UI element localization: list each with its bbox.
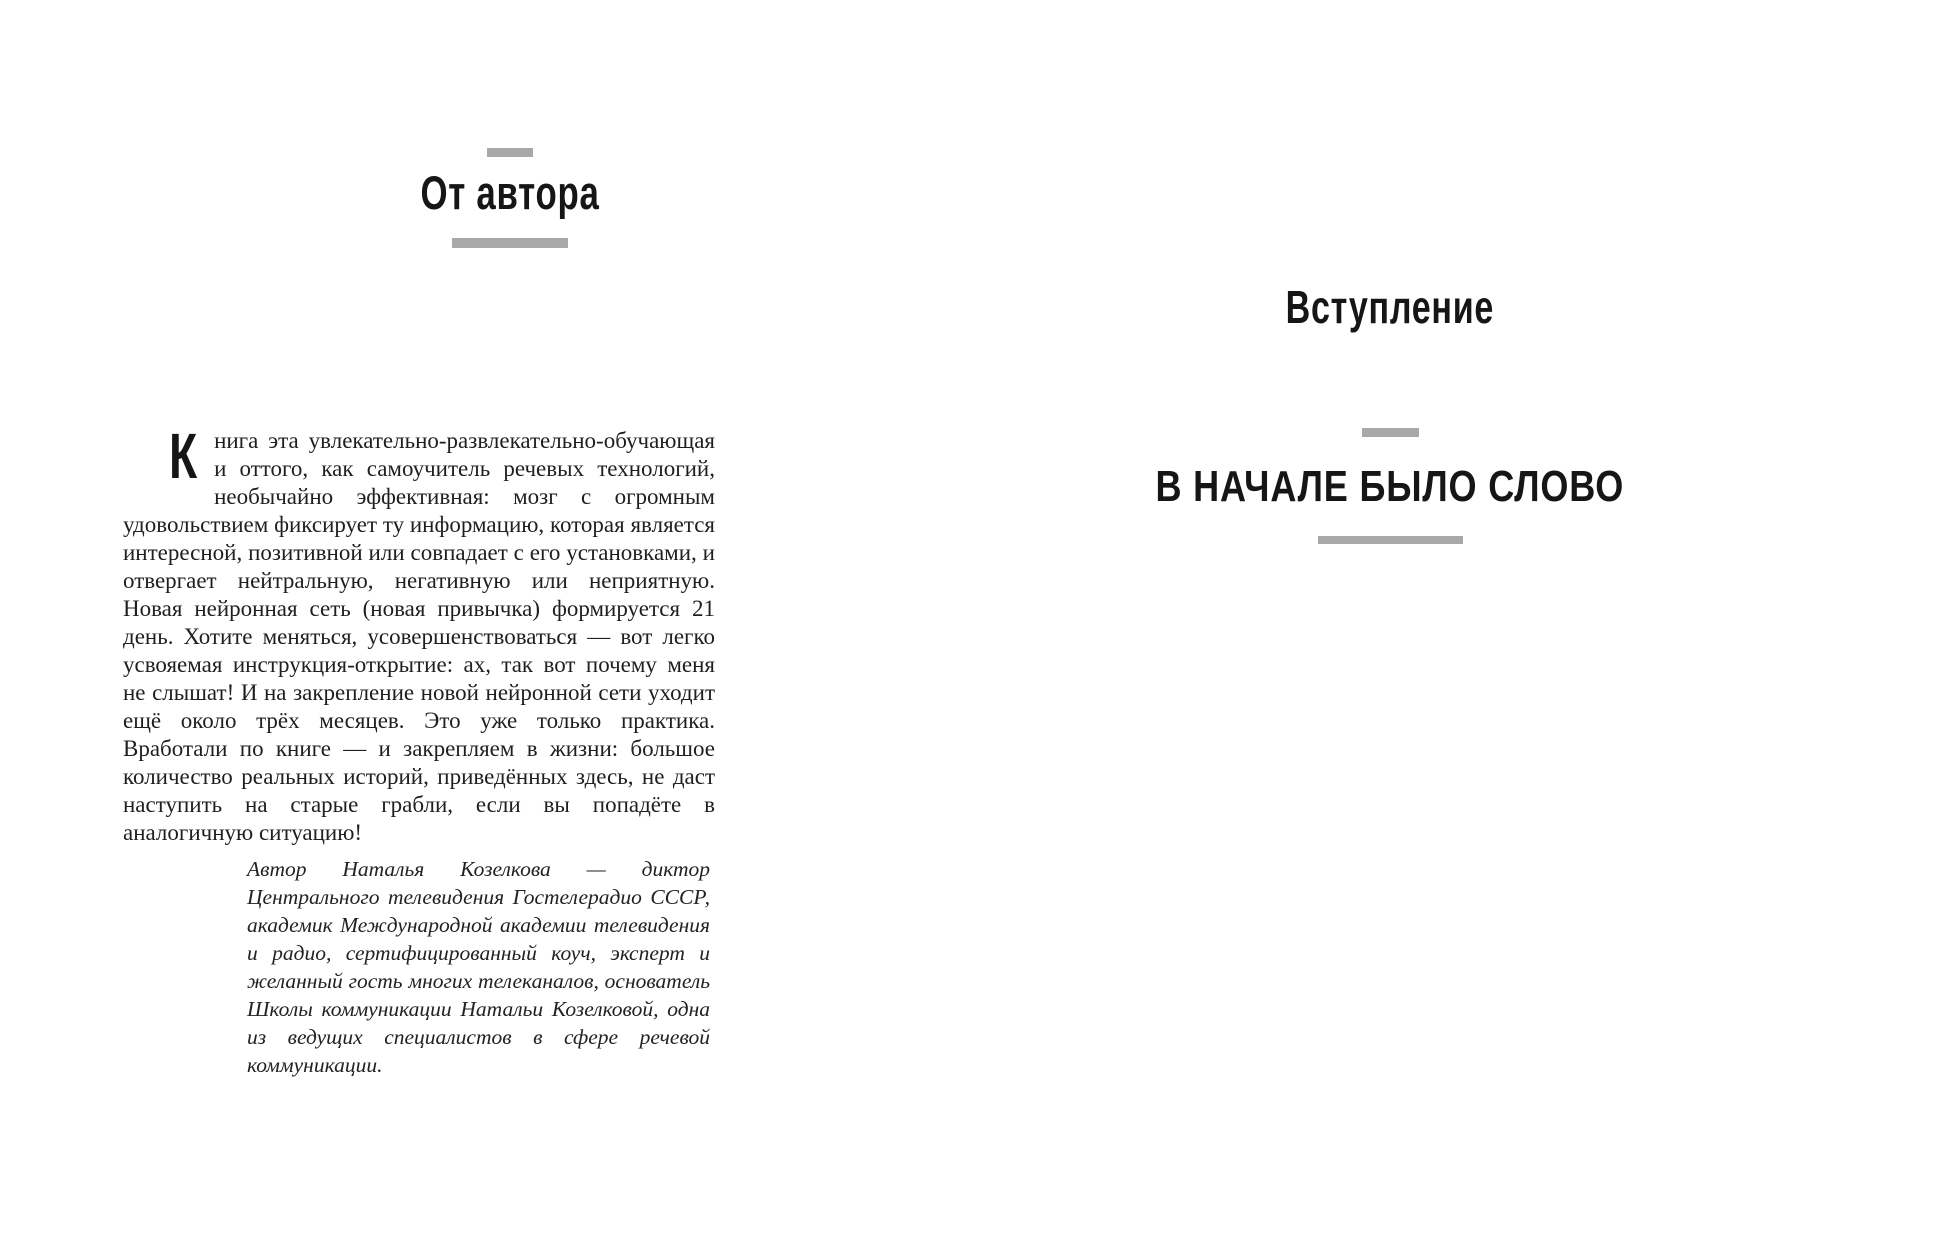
section-title	[310, 166, 710, 219]
section-title-underline-bar	[452, 238, 568, 248]
chapter-kicker-bar	[1362, 428, 1419, 437]
left-heading-block	[310, 148, 710, 248]
author-note: Автор Наталья Козелкова — диктор Центрального телевидения Гостелерадио СССР, академик Международной академии телевидения и радио, сертифицированный коуч, эксперт и желанный гость многих телеканалов, основатель Школы коммуникации Натальи Козелковой, одна из ведущих специалистов в сфере речевой коммуникации.	[247, 856, 710, 1077]
chapter-underline-bar	[1318, 536, 1463, 544]
chapter-title	[1104, 462, 1676, 512]
chapter-heading-text: Вступление	[1285, 281, 1495, 333]
chapter-title-text: В НАЧАЛЕ БЫЛО СЛОВО	[1155, 462, 1625, 512]
body-paragraph	[123, 420, 715, 847]
drop-cap: К	[169, 420, 198, 492]
right-heading-block	[1155, 281, 1625, 544]
body-paragraph-text: нига эта увлекательно-развлекательно-обучающая и оттого, как самоучитель речевых технологий, необычайно эффективная: мозг с огромным удовольствием фиксирует ту информацию, которая является интересной, позитивной или совпадает с его установками, и отвергает нейтральную, негативную или неприятную. Новая нейронная сеть (новая привычка) формируется 21 день. Хотите меняться, усовершенствоваться — вот легко усвояемая инструкция-открытие: ах, так вот почему меня не слышат! И на закрепление новой нейронной сети уходит ещё около трёх месяцев. Это уже только практика. Вработали по книге — и закрепляем в жизни: большое количество реальных историй, приведённых здесь, не даст наступить на старые грабли, если вы попадёте в аналогичную ситуацию!	[123, 428, 715, 845]
chapter-heading	[1249, 283, 1531, 332]
section-kicker-bar	[487, 148, 533, 157]
section-title-text: От автора	[420, 166, 600, 219]
